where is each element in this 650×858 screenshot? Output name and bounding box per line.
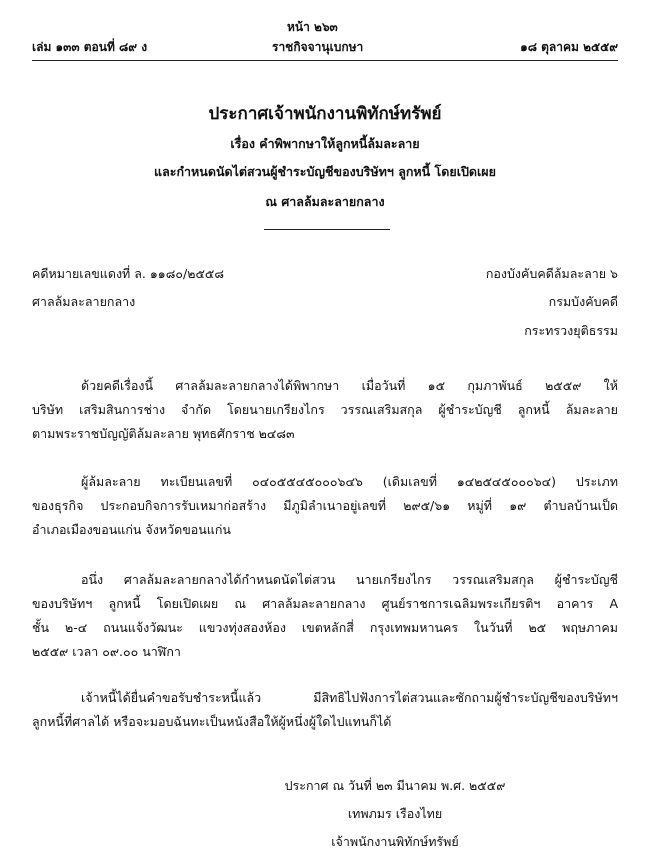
announcement-title: ประกาศเจ้าพนักงานพิทักษ์ทรัพย์ bbox=[208, 104, 442, 124]
signer-position: เจ้าพนักงานพิทักษ์ทรัพย์ bbox=[331, 834, 459, 849]
subject-line-1: เรื่อง คำพิพากษาให้ลูกหนี้ล้มละลาย bbox=[230, 136, 420, 151]
enforcement-department: กรมบังคับคดี bbox=[548, 294, 618, 309]
paragraph-bankrupt-details bbox=[32, 470, 618, 542]
signer-name: เทพภมร เรืองไทย bbox=[347, 806, 443, 821]
paragraph-line: ๒๕๕๙ เวลา ๐๙.๐๐ นาฬิกา bbox=[32, 644, 181, 659]
paragraph-line: บริษัท เสริมสินการช่าง จำกัด โดยนายเกรียงไกร วรรณเสริมสกุล ผู้ชำระบัญชี ลูกหนี้ ล้มละลาย bbox=[32, 402, 618, 417]
title-rule bbox=[264, 229, 390, 230]
page-number: หน้า ๒๖๓ bbox=[287, 20, 338, 34]
paragraph-line: ของบริษัทฯ ลูกหนี้ โดยเปิดเผย ณ ศาลล้มละลายกลาง ศูนย์ราชการเฉลิมพระเกียรติฯ อาคาร A bbox=[32, 596, 618, 611]
paragraph-line: อำเภอเมืองขอนแก่น จังหวัดขอนแก่น bbox=[32, 522, 231, 537]
paragraph-line: ของธุรกิจ ประกอบกิจการรับเหมาก่อสร้าง มีภูมิลำเนาอยู่เลขที่ ๒๙๕/๖๑ หมู่ที่ ๑๙ ตำบลบ้านเป็ด bbox=[32, 498, 618, 513]
subject-line-3: ณ ศาลล้มละลายกลาง bbox=[265, 194, 385, 209]
volume-issue: เล่ม ๑๓๓ ตอนที่ ๘๙ ง bbox=[32, 40, 148, 54]
paragraph-line: ด้วยคดีเรื่องนี้ ศาลล้มละลายกลางได้พิพากษา เมื่อวันที่ ๑๕ กุมภาพันธ์ ๒๕๕๙ ให้ bbox=[81, 378, 618, 393]
gazette-date: ๑๘ ตุลาคม ๒๕๕๙ bbox=[520, 40, 618, 54]
paragraph-line: ชั้น ๒-๔ ถนนแจ้งวัฒนะ แขวงทุ่งสองห้อง เขตหลักสี่ กรุงเทพมหานคร ในวันที่ ๒๕ พฤษภาคม bbox=[32, 620, 618, 635]
announcement-date: ประกาศ ณ วันที่ ๒๓ มีนาคม พ.ศ. ๒๕๕๙ bbox=[284, 778, 506, 793]
paragraph-line: อนึ่ง ศาลล้มละลายกลางได้กำหนดนัดไต่สวน นายเกรียงไกร วรรณเสริมสกุล ผู้ชำระบัญชี bbox=[81, 572, 618, 587]
paragraph-hearing bbox=[32, 568, 618, 664]
case-number: คดีหมายเลขแดงที่ ล. ๑๑๘๐/๒๕๕๘ bbox=[32, 266, 225, 281]
paragraph-line: ตามพระราชบัญญัติล้มละลาย พุทธศักราช ๒๔๘๓ bbox=[32, 426, 295, 441]
subject-line-2: และกำหนดนัดไต่สวนผู้ชำระบัญชีของบริษัทฯ ลูกหนี้ โดยเปิดเผย bbox=[154, 164, 496, 179]
header-rule bbox=[32, 60, 618, 61]
paragraph-line: เจ้าหนี้ได้ยื่นคำขอรับชำระหนี้แล้ว มีสิทธิไปฟังการไต่สวนและซักถามผู้ชำระบัญชีของบริษัทฯ bbox=[81, 690, 618, 705]
gazette-name: ราชกิจจานุเบกษา bbox=[272, 40, 364, 54]
paragraph-line: ผู้ล้มละลาย ทะเบียนเลขที่ ๐๔๐๕๕๔๕๐๐๐๖๔๖ (เดิมเลขที่ ๑๔๒๕๔๕๐๐๐๖๔) ประเภท bbox=[81, 474, 618, 489]
paragraph-creditors bbox=[32, 686, 618, 734]
court-name: ศาลล้มละลายกลาง bbox=[32, 294, 136, 309]
ministry-name: กระทรวงยุติธรรม bbox=[524, 323, 618, 338]
paragraph-line: ลูกหนี้ที่ศาลได้ หรือจะมอบฉันทะเป็นหนังสือให้ผู้หนึ่งผู้ใดไปแทนก็ได้ bbox=[32, 714, 392, 729]
paragraph-judgment bbox=[32, 374, 618, 446]
enforcement-division: กองบังคับคดีล้มละลาย ๖ bbox=[485, 266, 618, 281]
